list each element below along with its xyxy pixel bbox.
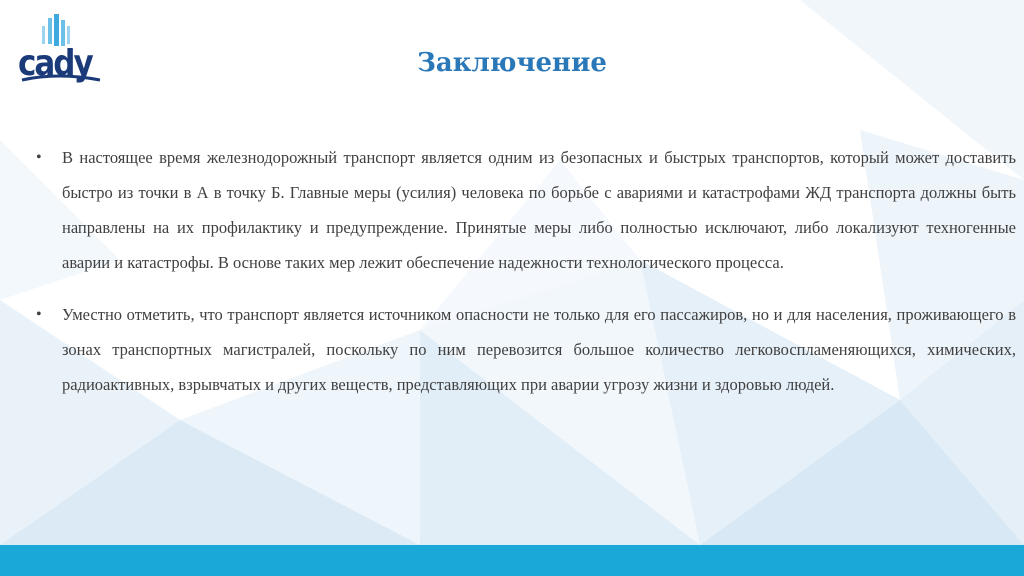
bottom-bar (0, 545, 1024, 576)
bullet-marker: • (36, 306, 42, 323)
bullet-item (36, 297, 1016, 402)
page-title: Заключение (417, 48, 607, 78)
bullet-marker: • (36, 149, 42, 166)
bullet-text: Уместно отметить, что транспорт является источником опасности не только для его пассажиров, но и для населения, проживающего в зонах транспортных магистралей, поскольку по ним перевозится большое количество легковоспламеняющихся, химических, радиоактивных, взрывчатых и других веществ, представляющих при аварии угрозу жизни и здоровью людей. (62, 305, 1016, 394)
bullet-list (36, 140, 1016, 419)
bullet-text: В настоящее время железнодорожный транспорт является одним из безопасных и быстрых транспортов, который может доставить быстро из точки в А в точку Б. Главные меры (усилия) человека по борьбе с авариями и катастрофами ЖД транспорта должны быть направлены на их профилактику и предупреждение. Принятые меры либо полностью исключают, либо локализуют техногенные аварии и катастрофы. В основе таких мер лежит обеспечение надежности технологического процесса. (62, 148, 1016, 272)
logo-text: cady (18, 42, 92, 85)
bullet-item (36, 140, 1016, 280)
